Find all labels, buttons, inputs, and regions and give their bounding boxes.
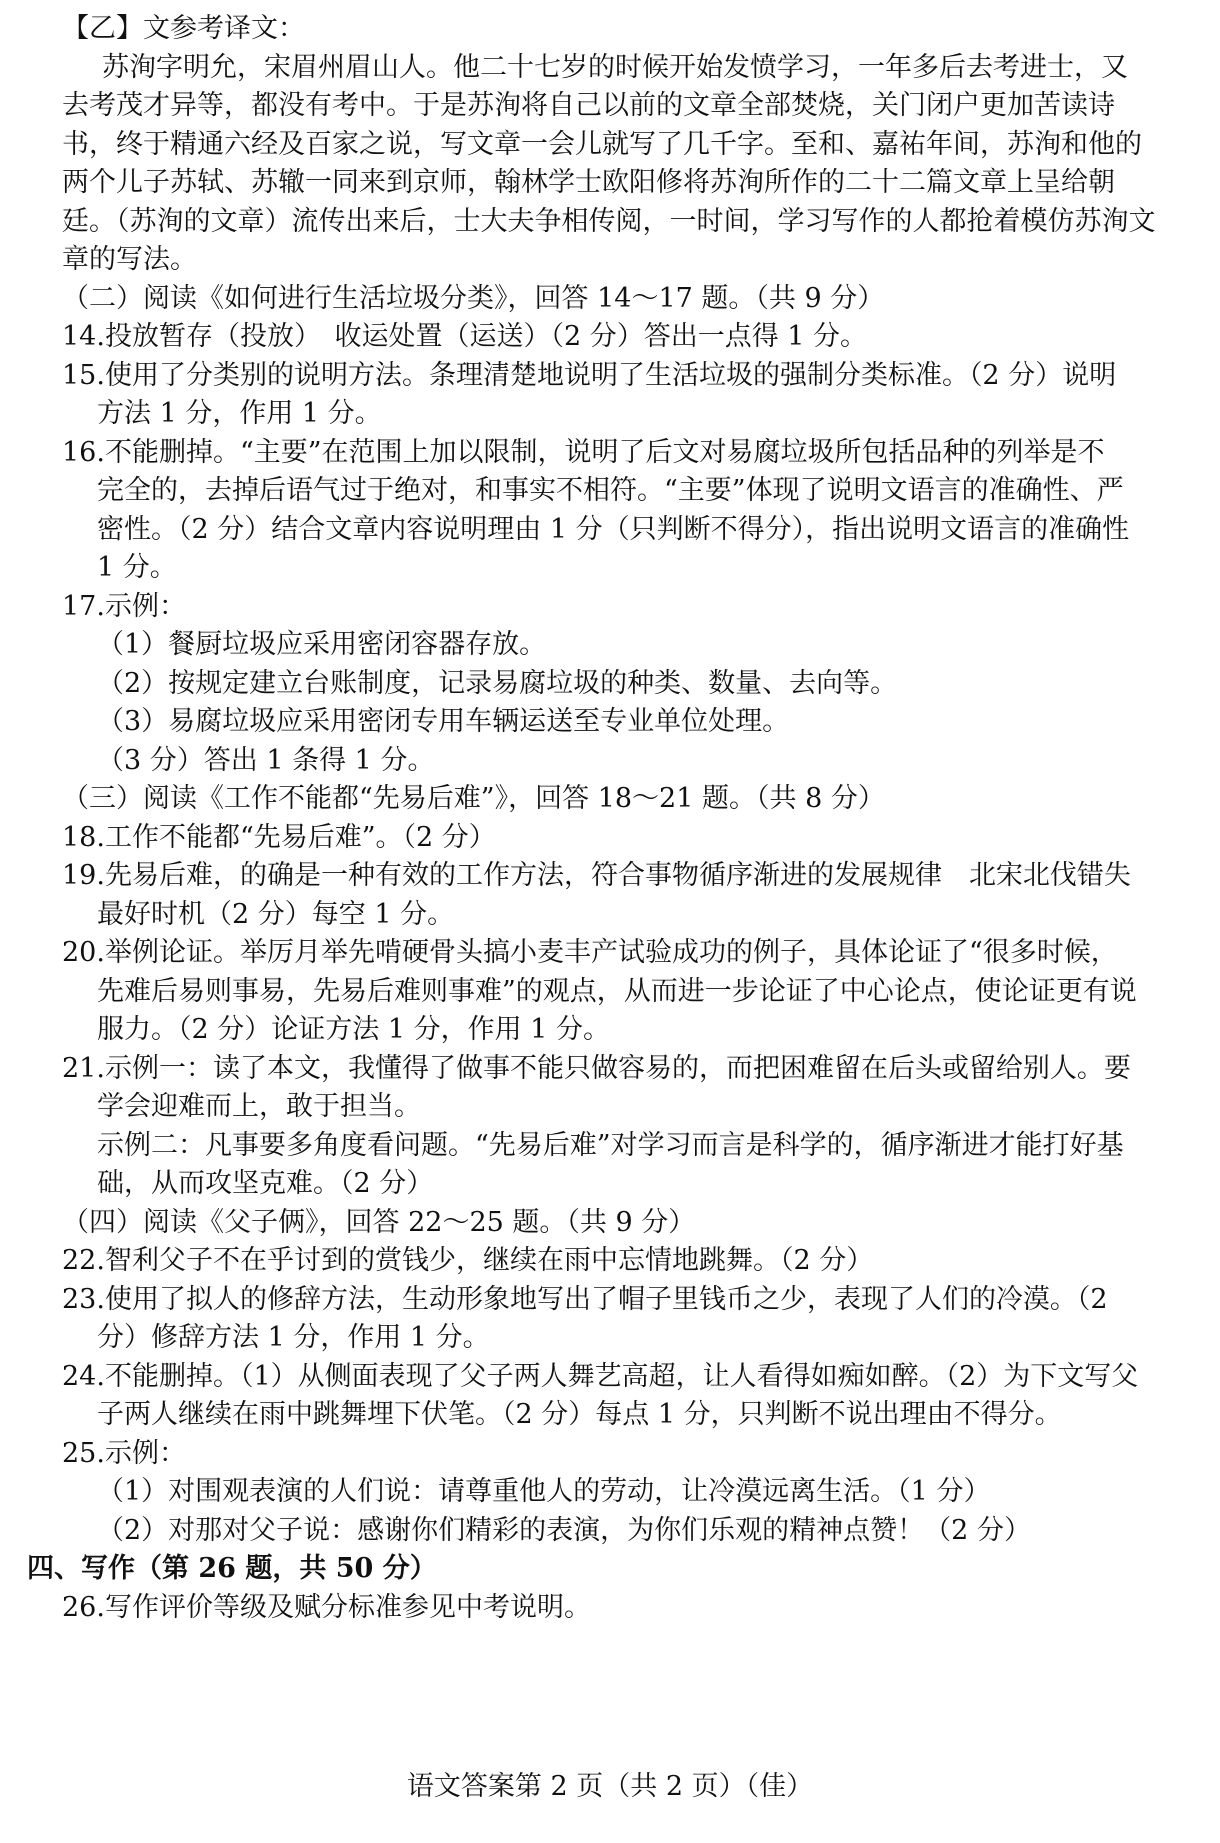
text-line: 章的写法。 xyxy=(62,244,197,275)
text-line: （2）按规定建立台账制度，记录易腐垃圾的种类、数量、去向等。 xyxy=(97,667,898,699)
text-line: （3）易腐垃圾应采用密闭专用车辆运送至专业单位处理。 xyxy=(97,706,790,737)
text-line: （四）阅读《父子俩》，回答 22～25 题。（共 9 分） xyxy=(62,1206,696,1238)
text-line: （三）阅读《工作不能都“先易后难”》，回答 18～21 题。（共 8 分） xyxy=(62,783,885,814)
text-line: 【乙】文参考译文： xyxy=(62,13,305,44)
text-line: 23.使用了拟人的修辞方法，生动形象地写出了帽子里钱币之少，表现了人们的冷漠。（2 xyxy=(62,1283,1108,1315)
text-line: （3 分）答出 1 条得 1 分。 xyxy=(97,744,435,776)
text-line: 分）修辞方法 1 分，作用 1 分。 xyxy=(97,1322,490,1353)
text-line: 书，终于精通六经及百家之说，写文章一会儿就写了几千字。至和、嘉祐年间，苏洵和他的 xyxy=(62,128,1142,160)
text-line: （2）对那对父子说：感谢你们精彩的表演，为你们乐观的精神点赞！（2 分） xyxy=(97,1514,1031,1546)
text-line: 示例二：凡事要多角度看问题。“先易后难”对学习而言是科学的，循序渐进才能打好基 xyxy=(97,1129,1124,1161)
text-line: 两个儿子苏轼、苏辙一同来到京师，翰林学士欧阳修将苏洵所作的二十二篇文章上呈给朝 xyxy=(62,167,1115,198)
text-line: （1）对围观表演的人们说：请尊重他人的劳动，让冷漠远离生活。（1 分） xyxy=(97,1476,991,1507)
text-line: 19.先易后难，的确是一种有效的工作方法，符合事物循序渐进的发展规律 北宋北伐错失 xyxy=(62,860,1131,891)
text-line: 去考茂才异等，都没有考中。于是苏洵将自己以前的文章全部焚烧，关门闭户更加苦读诗 xyxy=(62,90,1115,121)
text-line: （二）阅读《如何进行生活垃圾分类》，回答 14～17 题。（共 9 分） xyxy=(62,282,885,314)
text-line: 最好时机（2 分）每空 1 分。 xyxy=(97,898,455,930)
text-line: 1 分。 xyxy=(97,552,177,583)
text-line: 学会迎难而上，敢于担当。 xyxy=(97,1091,421,1122)
text-line: 先难后易则事易，先易后难则事难”的观点，从而进一步论证了中心论点，使论证更有说 xyxy=(97,975,1137,1007)
text-line: 子两人继续在雨中跳舞埋下伏笔。（2 分）每点 1 分，只判断不说出理由不得分。 xyxy=(97,1399,1062,1430)
text-line: 础，从而攻坚克难。（2 分） xyxy=(97,1168,434,1199)
text-line: 方法 1 分，作用 1 分。 xyxy=(97,398,382,429)
text-line: 22.智利父子不在乎讨到的赏钱少，继续在雨中忘情地跳舞。（2 分） xyxy=(62,1245,874,1276)
text-line: 服力。（2 分）论证方法 1 分，作用 1 分。 xyxy=(97,1014,610,1045)
text-line: 14.投放暂存（投放） 收运处置（运送）（2 分）答出一点得 1 分。 xyxy=(62,321,868,352)
text-line: 完全的，去掉后语气过于绝对，和事实不相符。“主要”体现了说明文语言的准确性、严 xyxy=(97,475,1124,506)
answer-page xyxy=(27,10,1182,1627)
text-line: 25.示例： xyxy=(62,1437,186,1469)
text-line: 26.写作评价等级及赋分标准参见中考说明。 xyxy=(62,1591,591,1623)
text-line: 四、写作（第 26 题，共 50 分） xyxy=(27,1553,437,1584)
text-line: 20.举例论证。举厉月举先啃硬骨头搞小麦丰产试验成功的例子，具体论证了“很多时候， xyxy=(62,937,1118,968)
text-line: 密性。（2 分）结合文章内容说明理由 1 分（只判断不得分），指出说明文语言的准确性 xyxy=(97,513,1130,545)
text-line: 24.不能删掉。（1）从侧面表现了父子两人舞艺高超，让人看得如痴如醉。（2）为下文写父 xyxy=(62,1360,1139,1392)
text-line: 15.使用了分类别的说明方法。条理清楚地说明了生活垃圾的强制分类标准。（2 分）说明 xyxy=(62,359,1117,391)
page-footer: 语文答案第 2 页（共 2 页）（佳） xyxy=(406,1771,814,1802)
text-line: 苏洵字明允，宋眉州眉山人。他二十七岁的时候开始发愤学习，一年多后去考进士，又 xyxy=(102,51,1128,83)
text-line: （1）餐厨垃圾应采用密闭容器存放。 xyxy=(97,629,547,660)
text-line: 18.工作不能都“先易后难”。（2 分） xyxy=(62,821,496,853)
text-line: 17.示例： xyxy=(62,590,186,622)
text-line: 廷。（苏洵的文章）流传出来后，士大夫争相传阅，一时间，学习写作的人都抢着模仿苏洵文 xyxy=(62,205,1156,237)
text-line: 21.示例一：读了本文，我懂得了做事不能只做容易的，而把困难留在后头或留给别人。要 xyxy=(62,1052,1131,1084)
text-line: 16.不能删掉。“主要”在范围上加以限制，说明了后文对易腐垃圾所包括品种的列举是不 xyxy=(62,436,1105,468)
